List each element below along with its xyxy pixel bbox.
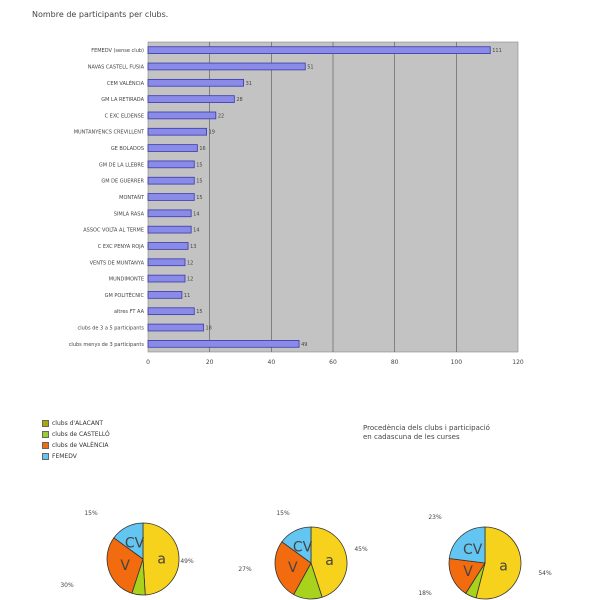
- pie-note: [363, 424, 563, 442]
- bar: [148, 177, 194, 184]
- bar: [148, 243, 188, 250]
- bar: [148, 96, 234, 103]
- pie-slice-glyph: V: [463, 563, 473, 580]
- category-label: C EXC ELDENSE: [104, 113, 144, 120]
- pie-percent-label: 49%: [180, 558, 194, 565]
- pie-chart-3: [405, 505, 565, 600]
- category-label: FEMEDV (sense club): [91, 48, 144, 55]
- legend-swatch-castello: [42, 431, 49, 438]
- category-label: MONTAÑT: [119, 195, 144, 201]
- data-label: 15: [196, 162, 203, 169]
- legend-label-alacant: clubs d'ALACANT: [52, 420, 104, 427]
- category-label: GM DE LA LLEBRE: [98, 162, 144, 169]
- bar: [148, 324, 204, 331]
- bar: [148, 194, 194, 201]
- data-label: 14: [193, 211, 200, 218]
- data-label: 16: [199, 146, 206, 153]
- category-label: SIMLA RASA: [113, 211, 144, 218]
- bar: [148, 63, 305, 70]
- data-label: 12: [187, 276, 194, 283]
- chart-title: Nombre de participants per clubs.: [32, 10, 169, 19]
- x-tick-label: 100: [450, 359, 463, 366]
- data-label: 19: [208, 129, 215, 136]
- data-label: 13: [190, 243, 197, 250]
- legend-swatch-valencia: [42, 442, 49, 449]
- x-tick-label: 40: [267, 359, 276, 366]
- legend-label-castello: clubs de CASTELLÓ: [52, 431, 110, 438]
- bar: [148, 226, 191, 233]
- bar: [148, 145, 197, 152]
- category-label: clubs menys de 3 participants: [68, 341, 144, 348]
- x-tick-label: 60: [329, 359, 337, 366]
- pie-percent-label: 15%: [84, 510, 98, 517]
- bar: [148, 275, 185, 282]
- legend-item-castello: [42, 429, 110, 440]
- legend-item-femedv: [42, 451, 110, 462]
- data-label: 28: [236, 97, 243, 104]
- category-label: NAVAS CASTELL FUSIA: [87, 64, 144, 71]
- bar: [148, 210, 191, 217]
- legend-item-valencia: [42, 440, 110, 451]
- pie-slice-glyph: CV: [462, 541, 483, 558]
- pie-note-line-2: en cadascuna de les curses: [363, 433, 460, 441]
- pie-percent-label: 15%: [276, 510, 290, 517]
- bar: [148, 112, 216, 119]
- pie-legend: [42, 418, 110, 462]
- data-label: 51: [307, 64, 314, 71]
- data-label: 15: [196, 309, 203, 316]
- pie-slice-glyph: a: [499, 558, 508, 575]
- pie-slice-glyph: V: [287, 560, 298, 577]
- bar: [148, 308, 194, 315]
- data-label: 111: [492, 48, 502, 55]
- legend-label-valencia: clubs de VALÈNCIA: [52, 442, 109, 449]
- category-label: ASSOC VOLTA AL TERME: [83, 227, 144, 234]
- category-label: GM DE GUERRER: [101, 178, 144, 185]
- pie-percent-label: 18%: [418, 590, 432, 597]
- category-label: GM LA RETIRADA: [101, 97, 144, 104]
- data-label: 49: [301, 341, 308, 348]
- pie-note-line-1: Procedència dels clubs i participació: [363, 424, 490, 432]
- pie-percent-label: 30%: [60, 582, 74, 589]
- pie-slice-glyph: CV: [124, 535, 145, 552]
- bar: [148, 161, 194, 168]
- bar: [148, 291, 182, 298]
- data-label: 15: [196, 195, 203, 201]
- data-label: 22: [217, 113, 225, 120]
- category-label: altres FT AA: [113, 309, 144, 316]
- data-label: 18: [205, 325, 212, 332]
- legend-label-femedv: FEMEDV: [52, 453, 77, 460]
- pie-chart-2: [225, 505, 375, 600]
- pie-percent-label: 27%: [238, 566, 252, 573]
- bar: [148, 79, 244, 86]
- bar-chart: [20, 30, 580, 370]
- category-label: MUNTANYENCS CREVILLENT: [73, 129, 144, 136]
- bar: [148, 47, 490, 54]
- data-label: 31: [245, 80, 252, 87]
- x-tick-label: 120: [512, 359, 524, 366]
- pie-slice-glyph: a: [157, 551, 167, 568]
- pie-slice-glyph: V: [120, 557, 130, 574]
- data-label: 12: [187, 260, 194, 267]
- category-label: VENTS DE MUNTANYA: [89, 260, 144, 267]
- pie-slice-glyph: a: [325, 553, 334, 570]
- bar: [148, 259, 185, 266]
- category-label: CEM VALÈNCIA: [106, 80, 144, 87]
- pie-percent-label: 23%: [428, 514, 442, 521]
- category-label: GE BOLADOS: [110, 146, 144, 153]
- legend-item-alacant: [42, 418, 110, 429]
- legend-swatch-alacant: [42, 420, 49, 427]
- bar: [148, 340, 299, 347]
- pie-percent-label: 54%: [538, 570, 552, 577]
- pie-percent-label: 45%: [354, 546, 368, 553]
- data-label: 11: [183, 292, 191, 299]
- data-label: 15: [196, 178, 203, 185]
- bar: [148, 128, 207, 135]
- x-tick-label: 0: [146, 359, 150, 366]
- pie-chart-1: [55, 505, 205, 600]
- x-tick-label: 80: [390, 359, 399, 366]
- legend-swatch-femedv: [42, 453, 49, 460]
- category-label: clubs de 3 a 5 participants: [77, 325, 144, 332]
- pie-slice-glyph: CV: [292, 539, 313, 556]
- x-tick-label: 20: [205, 359, 214, 366]
- data-label: 14: [193, 227, 200, 234]
- category-label: C EXC PENYA ROJA: [97, 243, 144, 250]
- category-label: MUNDIMONTE: [108, 276, 144, 283]
- category-label: GM POLITÈCNIC: [104, 292, 144, 299]
